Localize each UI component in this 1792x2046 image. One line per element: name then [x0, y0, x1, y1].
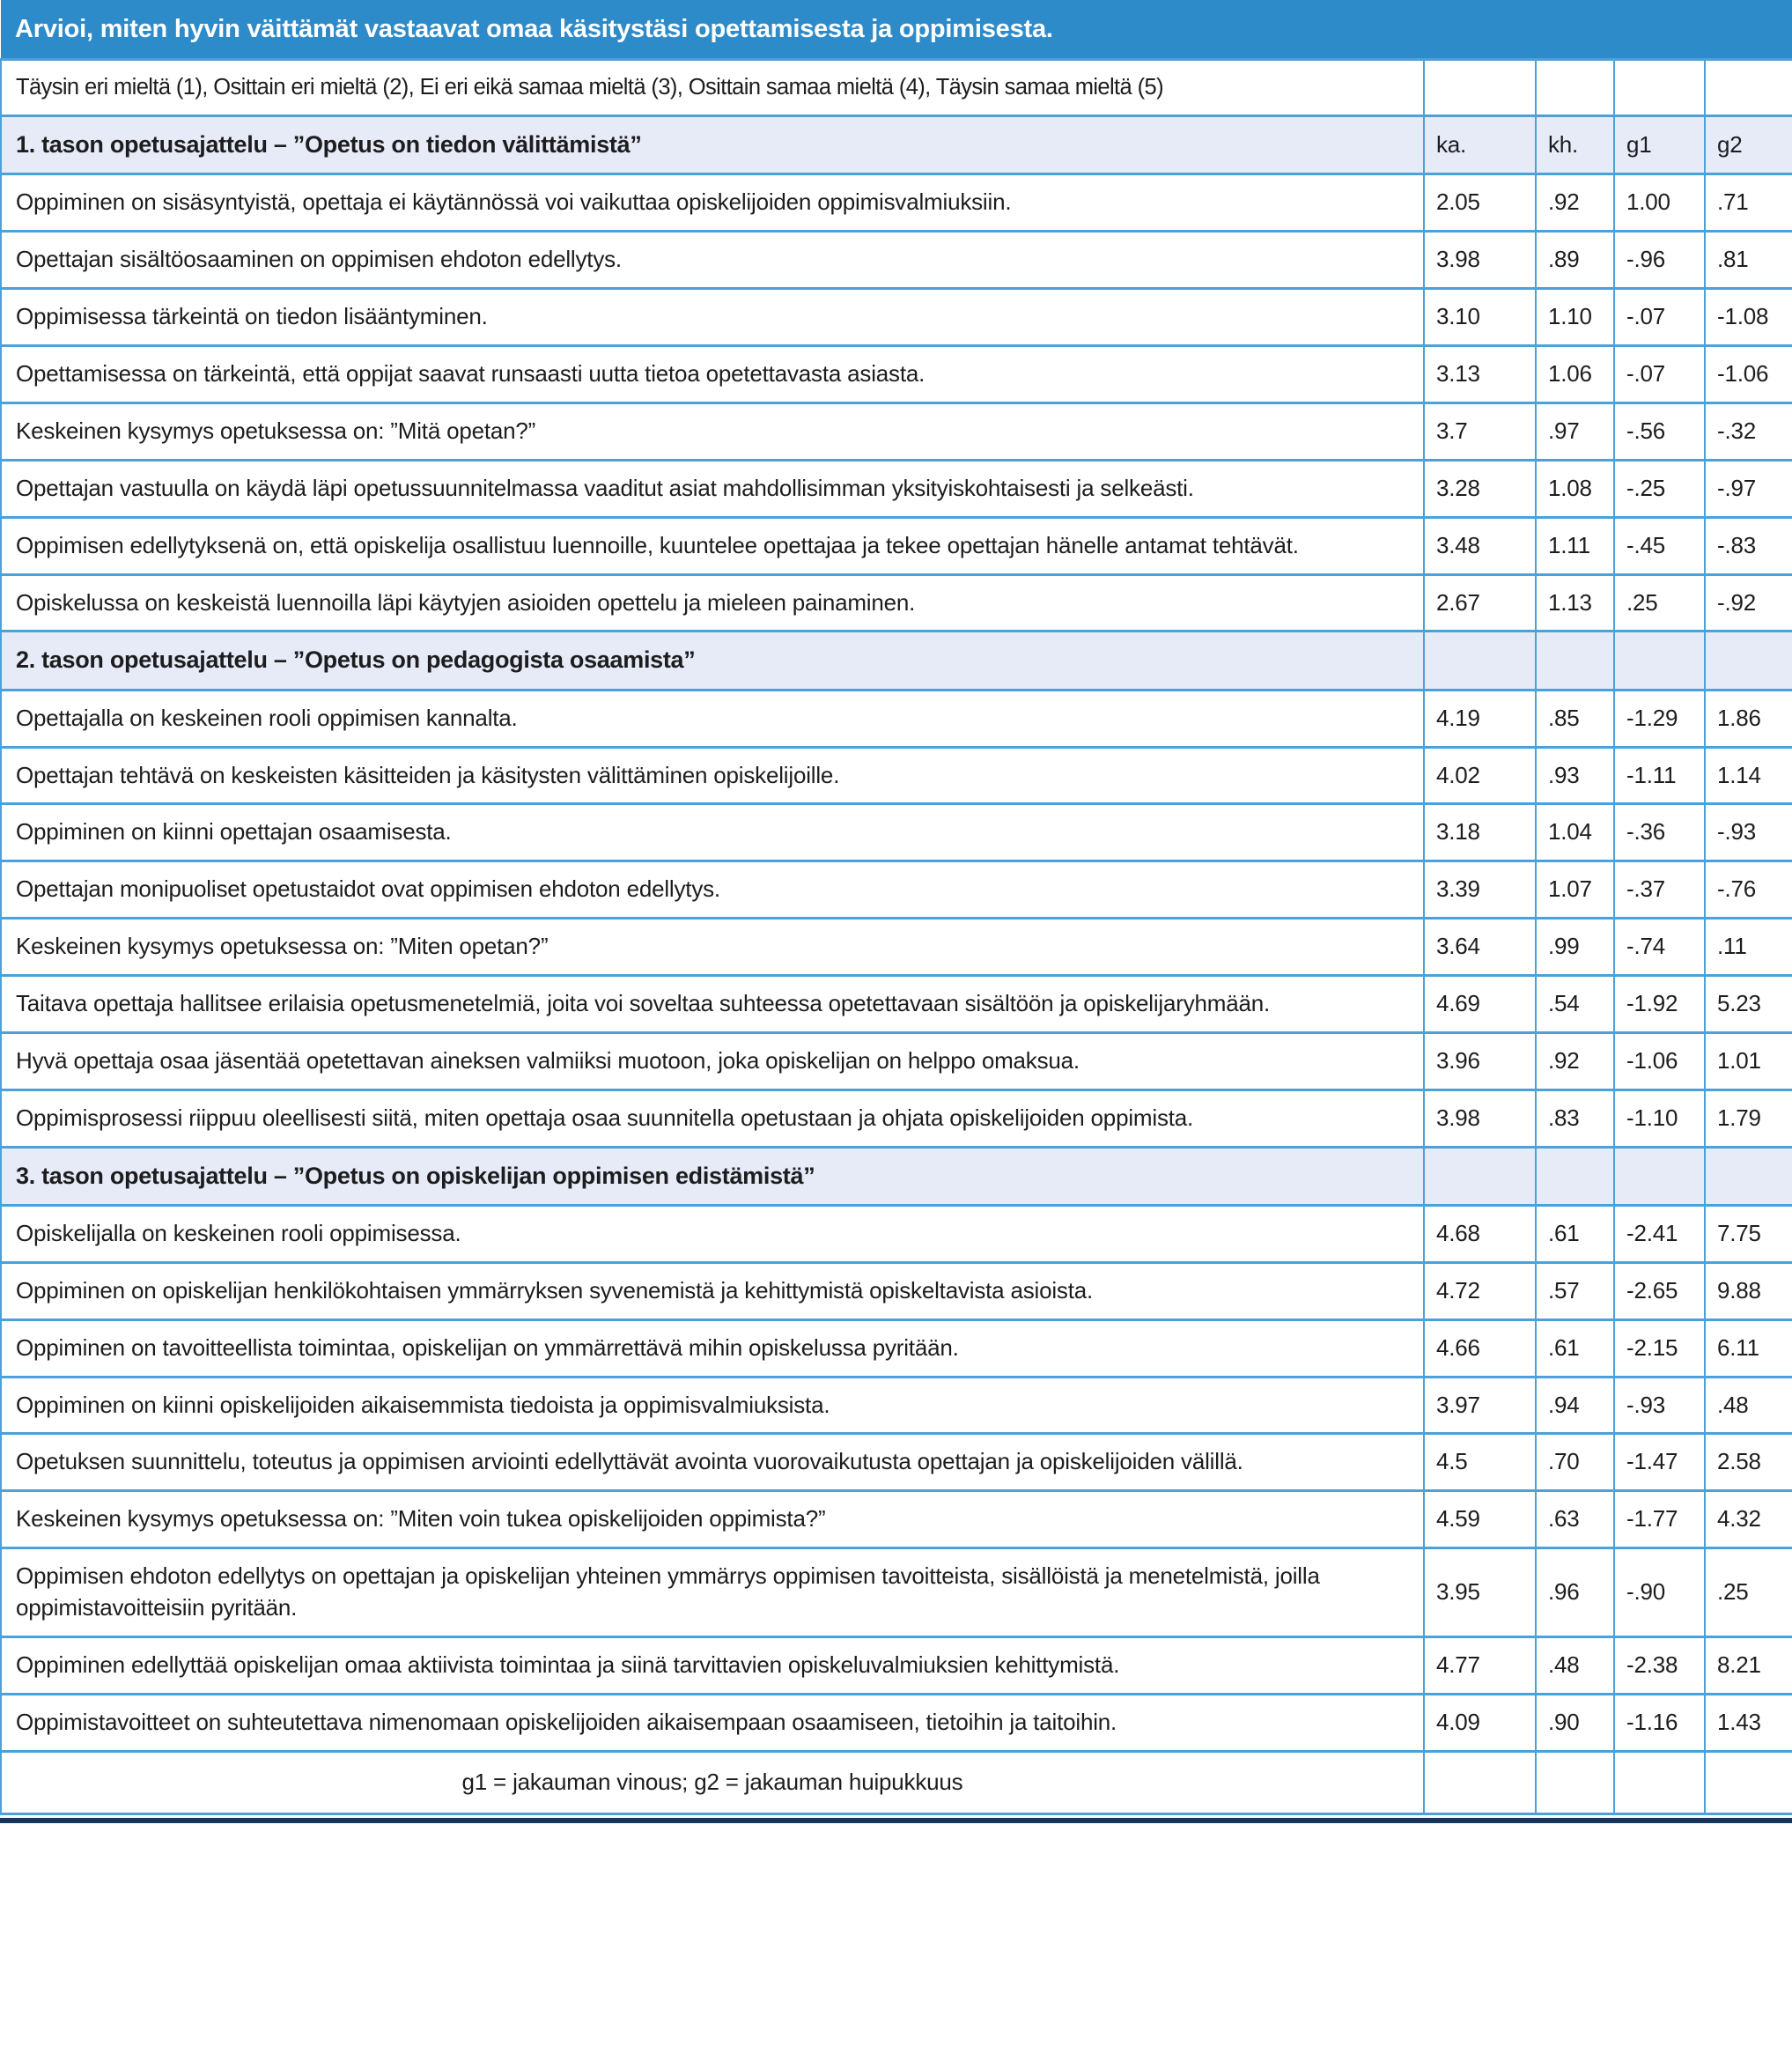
value-cell-g1: .25 [1614, 574, 1705, 632]
statement-cell: Taitava opettaja hallitsee erilaisia opetusmenetelmiä, joita voi soveltaa suhteessa opetettavaan sisältöön ja opiskelijaryhmään. [1, 976, 1424, 1033]
value-cell-g2: -.92 [1705, 574, 1792, 632]
statement-cell: Oppiminen on opiskelijan henkilökohtaisen ymmärryksen syvenemistä ja kehittymistä opiskeltavista asioista. [1, 1262, 1424, 1319]
value-cell-kh: .93 [1536, 747, 1614, 804]
value-cell-kh: 1.08 [1536, 460, 1614, 517]
statement-cell: Opettajan monipuoliset opetustaidot ovat oppimisen ehdoton edellytys. [1, 861, 1424, 919]
value-cell-ka: 3.96 [1424, 1032, 1536, 1089]
table-row [1, 517, 1792, 574]
section-title: 1. tason opetusajattelu – ”Opetus on tiedon välittämistä” [1, 116, 1424, 174]
value-cell-kh: .57 [1536, 1262, 1614, 1319]
statement-cell: Opettajan sisältöosaaminen on oppimisen ehdoton edellytys. [1, 232, 1424, 289]
table-row [1, 346, 1792, 403]
value-cell-kh: 1.11 [1536, 517, 1614, 574]
value-cell-kh: .48 [1536, 1636, 1614, 1694]
table-title: Arvioi, miten hyvin väittämät vastaavat omaa käsitystäsi opettamisesta ja oppimisesta. [1, 0, 1792, 60]
value-cell-g2: 5.23 [1705, 976, 1792, 1033]
value-cell-kh: .89 [1536, 232, 1614, 289]
empty-cell [1614, 1751, 1705, 1813]
value-cell-kh: .96 [1536, 1548, 1614, 1637]
value-cell-ka: 3.95 [1424, 1548, 1536, 1637]
value-cell-g1: -.07 [1614, 289, 1705, 346]
value-cell-g2: -.32 [1705, 403, 1792, 460]
value-cell-g2: 4.32 [1705, 1491, 1792, 1548]
value-cell-g2: -.93 [1705, 804, 1792, 861]
value-cell-ka: 4.68 [1424, 1205, 1536, 1262]
statement-cell: Oppiminen edellyttää opiskelijan omaa aktiivista toimintaa ja siinä tarvittavien opiskeluvalmiuksien kehittymistä. [1, 1636, 1424, 1694]
statement-cell: Oppimisen ehdoton edellytys on opettajan ja opiskelijan yhteinen ymmärrys oppimisen tavoitteista, sisällöistä ja menetelmistä, joilla oppimistavoitteisiin pyritään. [1, 1548, 1424, 1637]
value-cell-kh: .70 [1536, 1434, 1614, 1491]
value-cell-kh: .92 [1536, 1032, 1614, 1089]
value-cell-ka: 3.97 [1424, 1377, 1536, 1434]
footnote: g1 = jakauman vinous; g2 = jakauman huipukkuus [1, 1751, 1424, 1813]
value-cell-ka: 4.59 [1424, 1491, 1536, 1548]
value-cell-kh: 1.04 [1536, 804, 1614, 861]
section-header-row [1, 116, 1792, 174]
value-cell-g1: -1.47 [1614, 1434, 1705, 1491]
value-cell-kh: .85 [1536, 690, 1614, 747]
statement-cell: Oppiminen on kiinni opettajan osaamisesta. [1, 804, 1424, 861]
table-row [1, 1491, 1792, 1548]
statement-cell: Keskeinen kysymys opetuksessa on: ”Miten voin tukea opiskelijoiden oppimista?” [1, 1491, 1424, 1548]
table-foot [1, 1751, 1792, 1813]
empty-cell [1614, 60, 1705, 116]
value-cell-g2: 6.11 [1705, 1319, 1792, 1377]
column-header [1536, 1147, 1614, 1205]
table-row [1, 1434, 1792, 1491]
value-cell-ka: 4.66 [1424, 1319, 1536, 1377]
value-cell-g2: 7.75 [1705, 1205, 1792, 1262]
table-head [1, 0, 1792, 116]
statement-cell: Oppimisessa tärkeintä on tiedon lisääntyminen. [1, 289, 1424, 346]
statement-cell: Opettamisessa on tärkeintä, että oppijat saavat runsaasti uutta tietoa opetettavasta asiasta. [1, 346, 1424, 403]
statement-cell: Keskeinen kysymys opetuksessa on: ”Mitä opetan?” [1, 403, 1424, 460]
value-cell-g2: 1.01 [1705, 1032, 1792, 1089]
statement-cell: Hyvä opettaja osaa jäsentää opetettavan aineksen valmiiksi muotoon, joka opiskelijan on helppo omaksua. [1, 1032, 1424, 1089]
value-cell-g1: -1.77 [1614, 1491, 1705, 1548]
value-cell-ka: 4.5 [1424, 1434, 1536, 1491]
value-cell-ka: 4.02 [1424, 747, 1536, 804]
value-cell-g1: -2.65 [1614, 1262, 1705, 1319]
column-header: g1 [1614, 116, 1705, 174]
value-cell-g1: -.74 [1614, 919, 1705, 976]
value-cell-ka: 4.72 [1424, 1262, 1536, 1319]
value-cell-g2: 1.43 [1705, 1694, 1792, 1751]
statement-cell: Oppimisen edellytyksenä on, että opiskelija osallistuu luennoille, kuuntelee opettajaa ja tekee opettajan hänelle antamat tehtävät. [1, 517, 1424, 574]
value-cell-kh: .61 [1536, 1205, 1614, 1262]
table-row [1, 460, 1792, 517]
statement-cell: Keskeinen kysymys opetuksessa on: ”Miten opetan?” [1, 919, 1424, 976]
column-header [1614, 632, 1705, 690]
footer-row [1, 1751, 1792, 1813]
value-cell-ka: 4.77 [1424, 1636, 1536, 1694]
section-header-row [1, 632, 1792, 690]
scale-note-row [1, 60, 1792, 116]
value-cell-g1: -1.10 [1614, 1089, 1705, 1147]
section-header-row [1, 1147, 1792, 1205]
value-cell-kh: 1.13 [1536, 574, 1614, 632]
value-cell-g2: .71 [1705, 174, 1792, 232]
table-row [1, 919, 1792, 976]
value-cell-ka: 4.69 [1424, 976, 1536, 1033]
value-cell-ka: 2.05 [1424, 174, 1536, 232]
value-cell-g1: -.25 [1614, 460, 1705, 517]
value-cell-g1: -.07 [1614, 346, 1705, 403]
table-row [1, 232, 1792, 289]
value-cell-g1: -1.29 [1614, 690, 1705, 747]
statement-cell: Opiskelijalla on keskeinen rooli oppimisessa. [1, 1205, 1424, 1262]
table-row [1, 1032, 1792, 1089]
statement-cell: Opiskelussa on keskeistä luennoilla läpi käytyjen asioiden opettelu ja mieleen painaminen. [1, 574, 1424, 632]
table-row [1, 747, 1792, 804]
value-cell-ka: 3.13 [1424, 346, 1536, 403]
table-row [1, 574, 1792, 632]
column-header [1705, 632, 1792, 690]
value-cell-g2: 2.58 [1705, 1434, 1792, 1491]
value-cell-g1: -2.15 [1614, 1319, 1705, 1377]
section-title: 2. tason opetusajattelu – ”Opetus on pedagogista osaamista” [1, 632, 1424, 690]
value-cell-kh: .54 [1536, 976, 1614, 1033]
column-header: g2 [1705, 116, 1792, 174]
value-cell-g1: -.90 [1614, 1548, 1705, 1637]
value-cell-ka: 3.64 [1424, 919, 1536, 976]
value-cell-g1: -.37 [1614, 861, 1705, 919]
value-cell-ka: 3.98 [1424, 1089, 1536, 1147]
value-cell-kh: .83 [1536, 1089, 1614, 1147]
empty-cell [1705, 60, 1792, 116]
value-cell-g1: -.56 [1614, 403, 1705, 460]
value-cell-ka: 3.10 [1424, 289, 1536, 346]
table-row [1, 861, 1792, 919]
value-cell-g2: 1.14 [1705, 747, 1792, 804]
value-cell-ka: 4.19 [1424, 690, 1536, 747]
value-cell-ka: 3.39 [1424, 861, 1536, 919]
table-row [1, 1694, 1792, 1751]
statement-cell: Oppiminen on sisäsyntyistä, opettaja ei käytännössä voi vaikuttaa opiskelijoiden oppimisvalmiuksiin. [1, 174, 1424, 232]
value-cell-g1: -1.16 [1614, 1694, 1705, 1751]
value-cell-kh: .99 [1536, 919, 1614, 976]
table-row [1, 289, 1792, 346]
table-row [1, 1089, 1792, 1147]
value-cell-ka: 3.48 [1424, 517, 1536, 574]
value-cell-g2: -1.06 [1705, 346, 1792, 403]
column-header [1614, 1147, 1705, 1205]
section-title: 3. tason opetusajattelu – ”Opetus on opiskelijan oppimisen edistämistä” [1, 1147, 1424, 1205]
table-row [1, 1636, 1792, 1694]
column-header [1705, 1147, 1792, 1205]
table-row [1, 1548, 1792, 1637]
value-cell-g1: 1.00 [1614, 174, 1705, 232]
column-header [1424, 1147, 1536, 1205]
table-row [1, 1205, 1792, 1262]
value-cell-ka: 4.09 [1424, 1694, 1536, 1751]
table-row [1, 1262, 1792, 1319]
value-cell-kh: .94 [1536, 1377, 1614, 1434]
value-cell-kh: 1.10 [1536, 289, 1614, 346]
statement-cell: Oppiminen on tavoitteellista toimintaa, opiskelijan on ymmärrettävä mihin opiskelussa pyritään. [1, 1319, 1424, 1377]
column-header [1424, 632, 1536, 690]
value-cell-g2: .11 [1705, 919, 1792, 976]
value-cell-g2: -1.08 [1705, 289, 1792, 346]
statement-cell: Opetuksen suunnittelu, toteutus ja oppimisen arviointi edellyttävät avointa vuorovaikutusta opettajan ja opiskelijoiden välillä. [1, 1434, 1424, 1491]
value-cell-ka: 3.28 [1424, 460, 1536, 517]
statement-cell: Opettajan tehtävä on keskeisten käsitteiden ja käsitysten välittäminen opiskelijoille. [1, 747, 1424, 804]
value-cell-g1: -1.11 [1614, 747, 1705, 804]
value-cell-g2: 8.21 [1705, 1636, 1792, 1694]
value-cell-g2: -.76 [1705, 861, 1792, 919]
column-header [1536, 632, 1614, 690]
value-cell-g2: -.83 [1705, 517, 1792, 574]
value-cell-g2: -.97 [1705, 460, 1792, 517]
column-header: kh. [1536, 116, 1614, 174]
value-cell-kh: .97 [1536, 403, 1614, 460]
value-cell-g1: -2.41 [1614, 1205, 1705, 1262]
value-cell-g2: .48 [1705, 1377, 1792, 1434]
value-cell-g1: -2.38 [1614, 1636, 1705, 1694]
value-cell-ka: 3.98 [1424, 232, 1536, 289]
statement-cell: Oppimisprosessi riippuu oleellisesti siitä, miten opettaja osaa suunnitella opetustaan ja ohjata opiskelijoiden oppimista. [1, 1089, 1424, 1147]
value-cell-g1: -.93 [1614, 1377, 1705, 1434]
value-cell-kh: .61 [1536, 1319, 1614, 1377]
value-cell-ka: 3.7 [1424, 403, 1536, 460]
table-body [1, 116, 1792, 1752]
title-row [1, 0, 1792, 60]
table-row [1, 690, 1792, 747]
value-cell-kh: 1.06 [1536, 346, 1614, 403]
statement-cell: Oppimistavoitteet on suhteutettava nimenomaan opiskelijoiden aikaisempaan osaamiseen, tietoihin ja taitoihin. [1, 1694, 1424, 1751]
value-cell-ka: 3.18 [1424, 804, 1536, 861]
empty-cell [1705, 1751, 1792, 1813]
value-cell-kh: .63 [1536, 1491, 1614, 1548]
value-cell-g1: -.45 [1614, 517, 1705, 574]
value-cell-g1: -1.06 [1614, 1032, 1705, 1089]
empty-cell [1424, 1751, 1536, 1813]
value-cell-g1: -.96 [1614, 232, 1705, 289]
statement-cell: Oppiminen on kiinni opiskelijoiden aikaisemmista tiedoista ja oppimisvalmiuksista. [1, 1377, 1424, 1434]
value-cell-g1: -.36 [1614, 804, 1705, 861]
statement-cell: Opettajalla on keskeinen rooli oppimisen kannalta. [1, 690, 1424, 747]
table-row [1, 403, 1792, 460]
value-cell-g1: -1.92 [1614, 976, 1705, 1033]
empty-cell [1424, 60, 1536, 116]
table-row [1, 1377, 1792, 1434]
value-cell-kh: .92 [1536, 174, 1614, 232]
empty-cell [1536, 60, 1614, 116]
value-cell-kh: .90 [1536, 1694, 1614, 1751]
table-row [1, 804, 1792, 861]
value-cell-g2: .25 [1705, 1548, 1792, 1637]
table-row [1, 1319, 1792, 1377]
column-header: ka. [1424, 116, 1536, 174]
value-cell-g2: 1.86 [1705, 690, 1792, 747]
value-cell-kh: 1.07 [1536, 861, 1614, 919]
table-row [1, 976, 1792, 1033]
table-row [1, 174, 1792, 232]
scale-note: Täysin eri mieltä (1), Osittain eri mieltä (2), Ei eri eikä samaa mieltä (3), Osittain samaa mieltä (4), Täysin samaa mieltä (5) [1, 60, 1424, 116]
value-cell-ka: 2.67 [1424, 574, 1536, 632]
value-cell-g2: 9.88 [1705, 1262, 1792, 1319]
value-cell-g2: .81 [1705, 232, 1792, 289]
empty-cell [1536, 1751, 1614, 1813]
statement-cell: Opettajan vastuulla on käydä läpi opetussuunnitelmassa vaaditut asiat mahdollisimman yksityiskohtaisesti ja selkeästi. [1, 460, 1424, 517]
value-cell-g2: 1.79 [1705, 1089, 1792, 1147]
